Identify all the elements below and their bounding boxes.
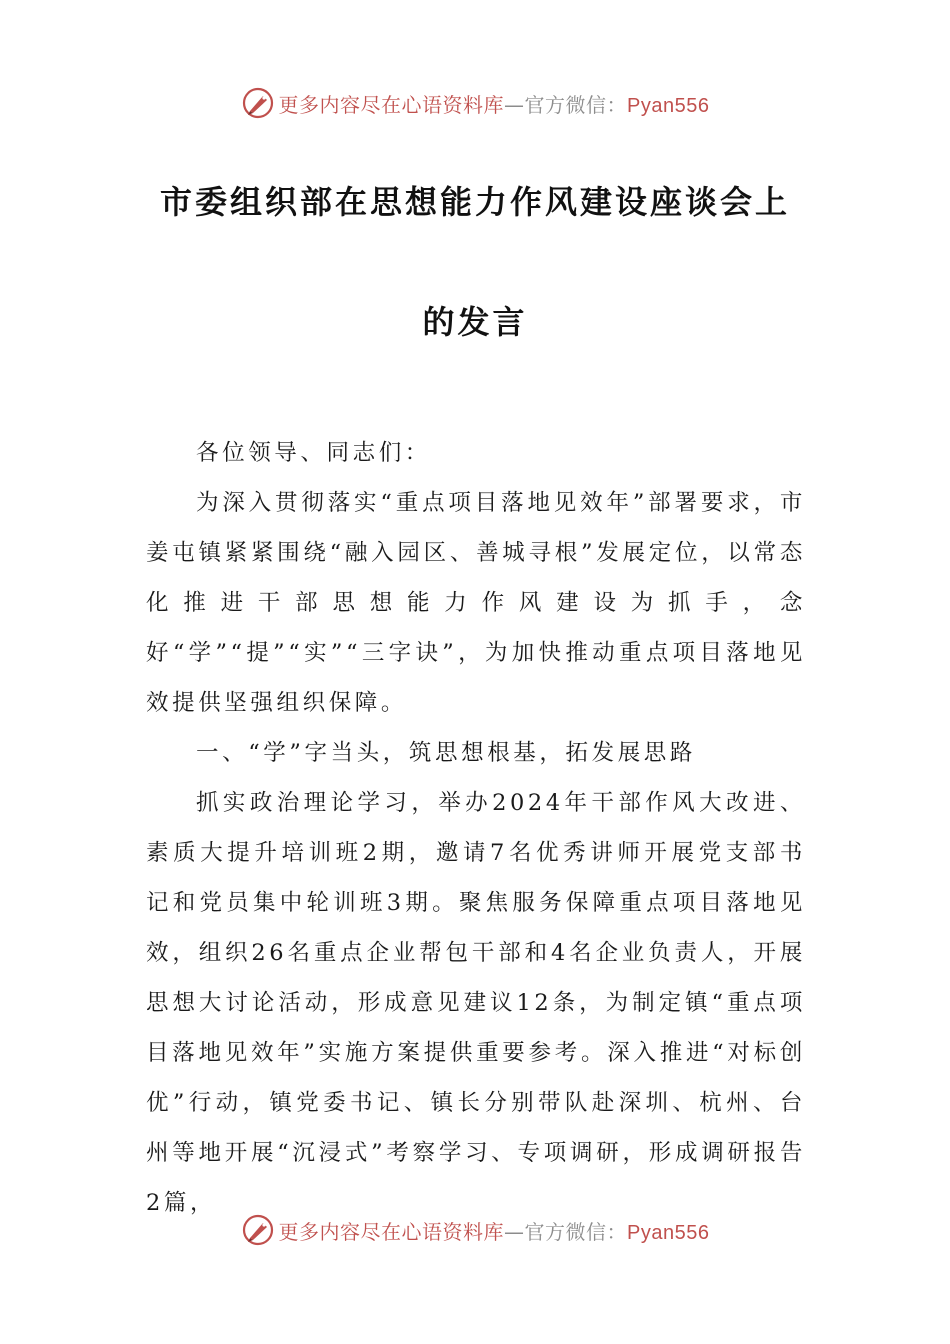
banner-separator: — [504, 1219, 525, 1244]
section-heading-1: 一、“学”字当头，筑思想根基，拓发展思路 [196, 740, 697, 766]
banner-wechat-label: 官方微信： [524, 1219, 628, 1244]
banner-wechat-id: Pyan556 [627, 1221, 710, 1244]
pen-nib-logo-icon [241, 1213, 275, 1247]
banner-separator: — [504, 92, 525, 117]
header-banner [0, 81, 950, 125]
banner-text [279, 89, 710, 118]
document-title-line1: 市委组织部在思想能力作风建设座谈会上 [159, 183, 790, 221]
banner-wechat-id: Pyan556 [627, 94, 710, 117]
pen-nib-logo-icon [241, 86, 275, 120]
paragraph-section-1: 抓实政治理论学习，举办2024年干部作风大改进、素质大提升培训班2期，邀请7名优秀讲师开展党支部书记和党员集中轮训班3期。聚焦服务保障重点项目落地见效，组织26名重点企业帮包干部和4名企业负责人，开展思想大讨论活动，形成意见建议12条，为制定镇“重点项目落地见效年”实施方案提供重要参考。深入推进“对标创优”行动，镇党委书记、镇长分别带队赴深圳、杭州、台州等地开展“沉浸式”考察学习、专项调研，形成调研报告2篇， [146, 790, 806, 1216]
paragraph-intro: 为深入贯彻落实“重点项目落地见效年”部署要求，市姜屯镇紧紧围绕“融入园区、善城寻根”发展定位，以常态化推进干部思想能力作风建设为抓手，念好“学”“提”“实”“三字诀”，为加快推动重点项目落地见效提供坚强组织保障。 [146, 490, 806, 716]
banner-wechat-label: 官方微信： [524, 92, 628, 117]
document-title-line2: 的发言 [422, 303, 528, 341]
document-body [146, 428, 806, 1228]
footer-banner [0, 1208, 950, 1252]
banner-brand: 更多内容尽在心语资料库 [278, 1219, 505, 1244]
salutation: 各位领导、同志们： [196, 440, 431, 466]
banner-brand: 更多内容尽在心语资料库 [278, 92, 505, 117]
banner-text [279, 1216, 710, 1245]
